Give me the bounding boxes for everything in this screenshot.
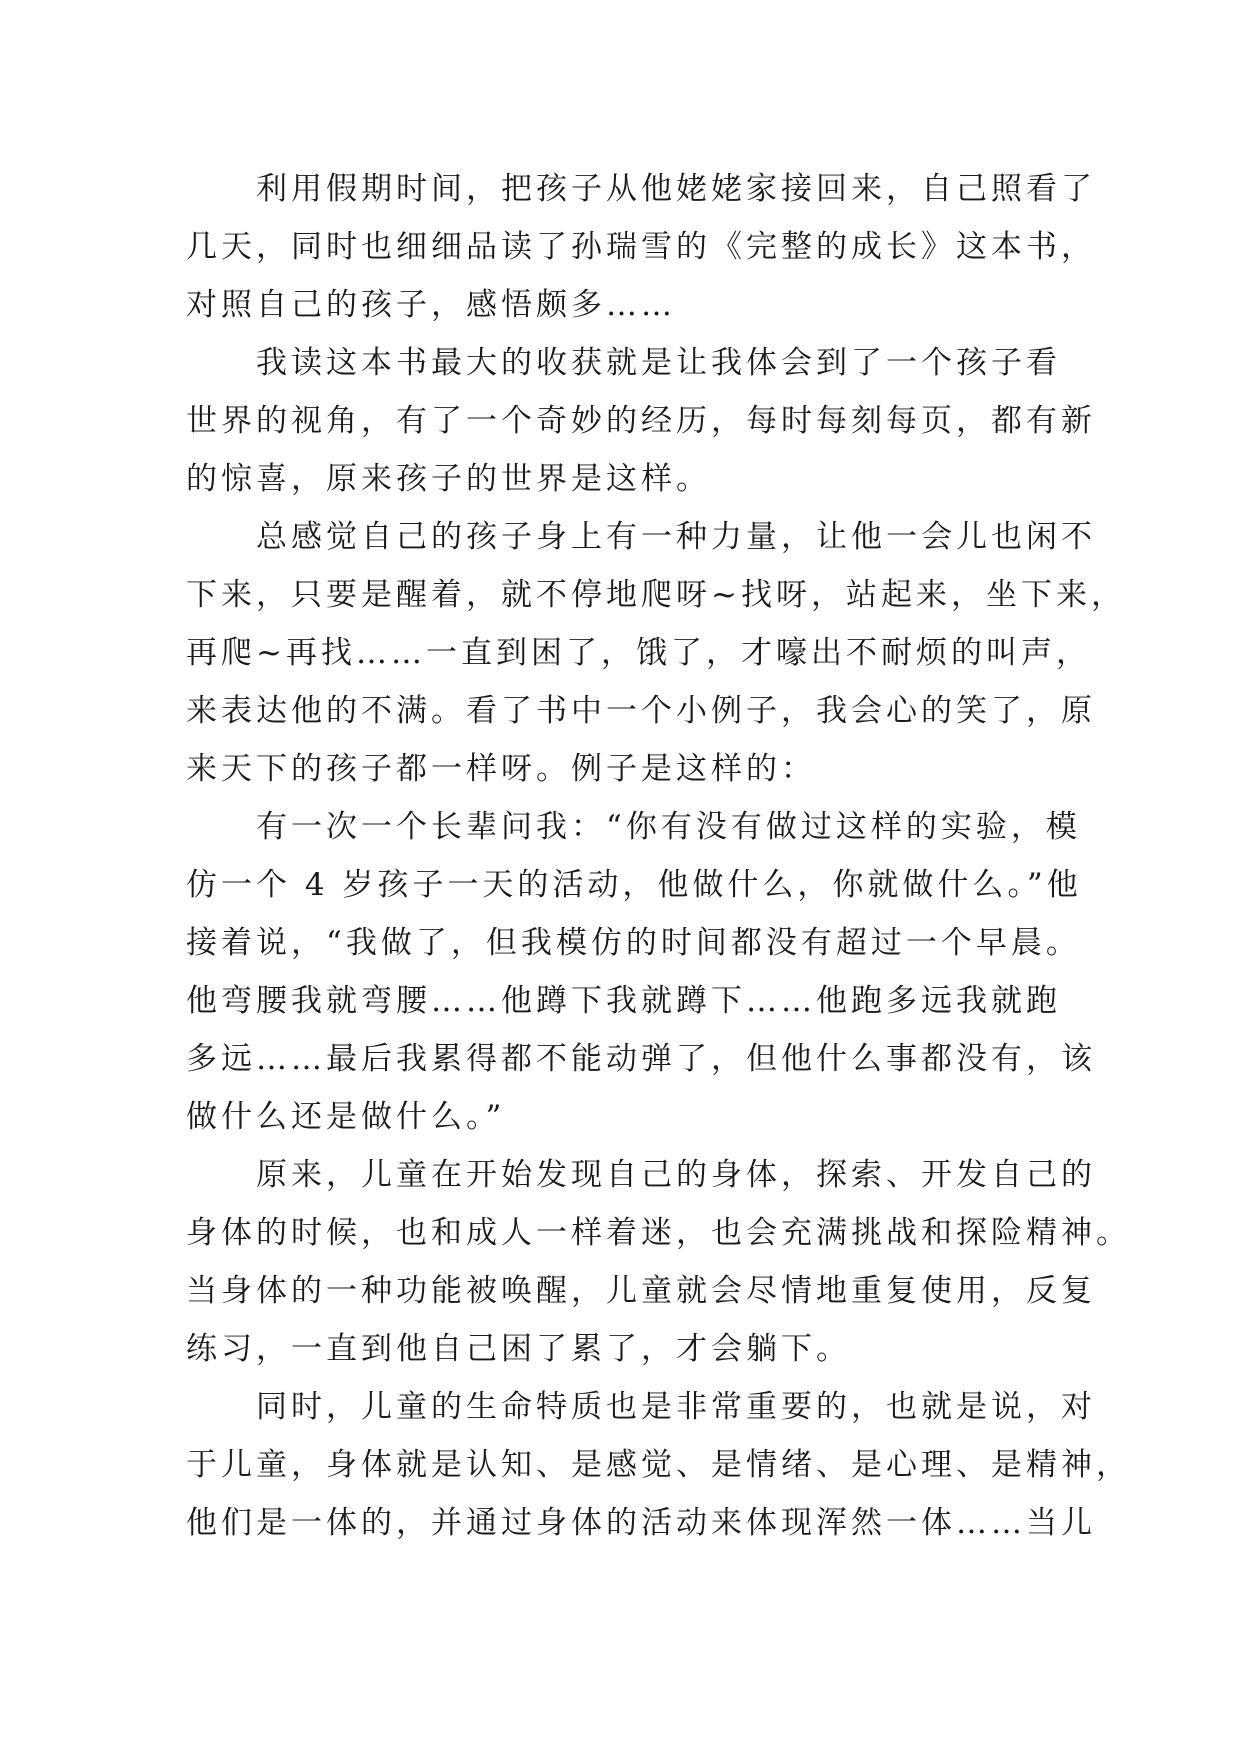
text-line: 做什么还是做什么。” xyxy=(186,1099,506,1135)
text-line: 于儿童，身体就是认知、是感觉、是情绪、是心理、是精神， xyxy=(186,1447,1131,1483)
document-body xyxy=(186,160,1131,1552)
paragraph-5 xyxy=(186,1146,1131,1378)
text-line: 来天下的孩子都一样呀。例子是这样的： xyxy=(186,751,816,787)
text-line: 下来，只要是醒着，就不停地爬呀~找呀，站起来，坐下来， xyxy=(186,577,1126,613)
text-line: 仿一个 4 岁孩子一天的活动，他做什么，你就做什么。”他 xyxy=(186,867,1082,903)
text-line: 再爬~再找……一直到困了，饿了，才嚎出不耐烦的叫声， xyxy=(186,635,1091,671)
paragraph-3 xyxy=(186,508,1126,798)
paragraph-2 xyxy=(186,334,1096,508)
text-line: 原来，儿童在开始发现自己的身体，探索、开发自己的 xyxy=(256,1157,1096,1193)
text-line: 练习，一直到他自己困了累了，才会躺下。 xyxy=(186,1331,851,1367)
paragraph-1 xyxy=(186,160,1096,334)
text-line: 总感觉自己的孩子身上有一种力量，让他一会儿也闲不 xyxy=(256,519,1096,555)
text-line: 利用假期时间，把孩子从他姥姥家接回来，自己照看了 xyxy=(256,171,1096,207)
text-line: 世界的视角，有了一个奇妙的经历，每时每刻每页，都有新 xyxy=(186,403,1096,439)
text-line: 同时，儿童的生命特质也是非常重要的，也就是说，对 xyxy=(256,1389,1096,1425)
text-line: 的惊喜，原来孩子的世界是这样。 xyxy=(186,461,711,497)
paragraph-6 xyxy=(186,1378,1131,1552)
text-line: 我读这本书最大的收获就是让我体会到了一个孩子看 xyxy=(256,345,1061,381)
text-line: 多远……最后我累得都不能动弹了，但他什么事都没有，该 xyxy=(186,1041,1096,1077)
text-line: 身体的时候，也和成人一样着迷，也会充满挑战和探险精神。 xyxy=(186,1215,1131,1251)
text-line: 当身体的一种功能被唤醒，儿童就会尽情地重复使用，反复 xyxy=(186,1273,1096,1309)
text-line: 来表达他的不满。看了书中一个小例子，我会心的笑了，原 xyxy=(186,693,1096,729)
paragraph-4 xyxy=(186,798,1096,1146)
text-line: 接着说，“我做了，但我模仿的时间都没有超过一个早晨。 xyxy=(186,925,1081,961)
text-line: 对照自己的孩子，感悟颇多…… xyxy=(186,287,676,323)
text-line: 他们是一体的，并通过身体的活动来体现浑然一体……当儿 xyxy=(186,1505,1096,1541)
text-line: 几天，同时也细细品读了孙瑞雪的《完整的成长》这本书， xyxy=(186,229,1096,265)
text-line: 有一次一个长辈问我：“你有没有做过这样的实验，模 xyxy=(256,809,1081,845)
text-line: 他弯腰我就弯腰……他蹲下我就蹲下……他跑多远我就跑 xyxy=(186,983,1061,1019)
